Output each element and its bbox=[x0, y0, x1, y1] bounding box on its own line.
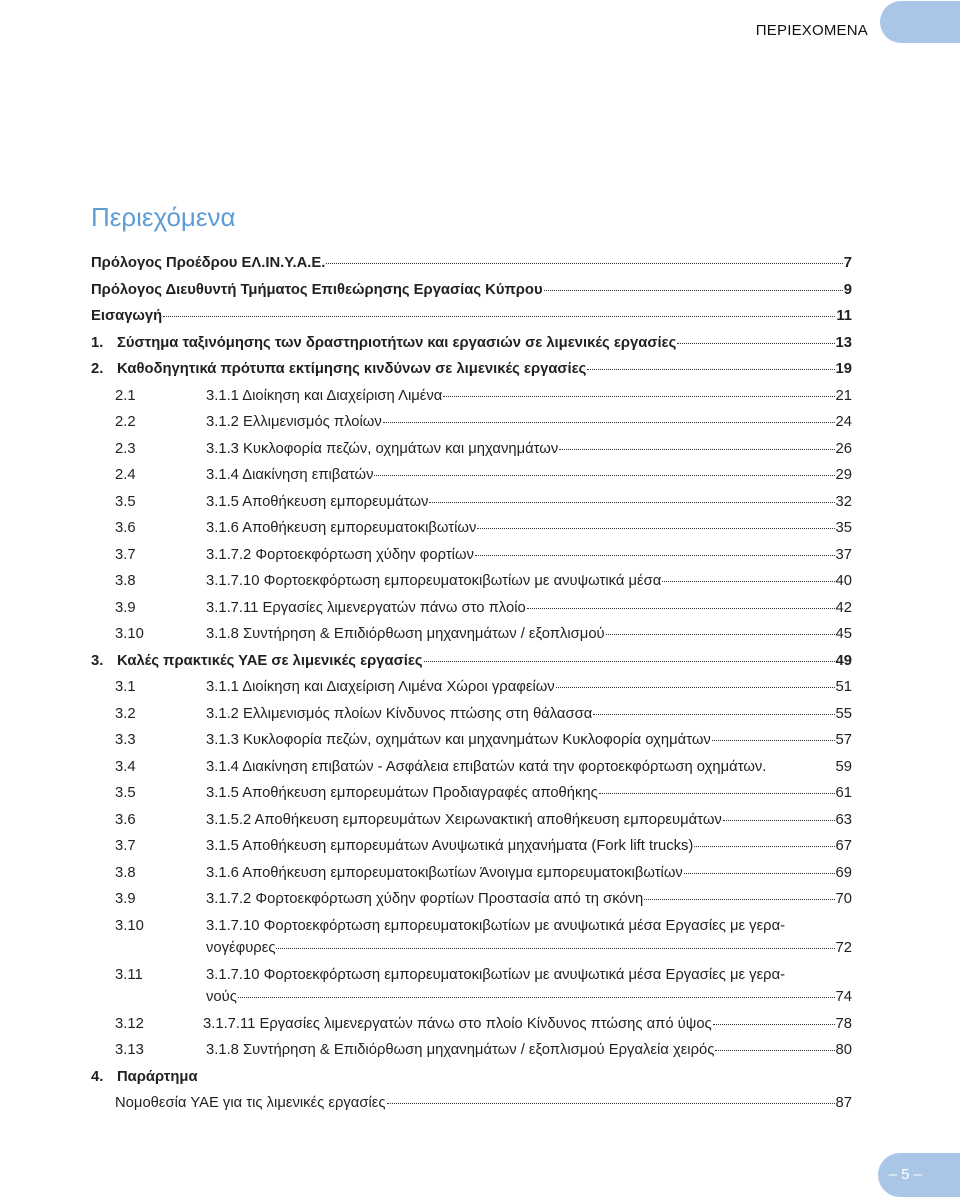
toc-entry-title: 3.1.5 Αποθήκευση εμπορευμάτων Ανυψωτικά μηχανήματα (Fork lift trucks) bbox=[206, 838, 694, 854]
dot-leader bbox=[429, 501, 834, 503]
dot-leader bbox=[644, 898, 834, 900]
toc-entry-page: 63 bbox=[835, 811, 852, 828]
toc-entry-title: 3.1.8 Συντήρηση & Επιδιόρθωση μηχανημάτων / εξοπλισμού bbox=[206, 626, 605, 642]
toc-entry-number: 2.3 bbox=[115, 440, 136, 457]
dot-leader bbox=[475, 554, 835, 556]
dot-leader bbox=[662, 580, 834, 582]
toc-entry-title: 3.1.8 Συντήρηση & Επιδιόρθωση μηχανημάτων / εξοπλισμού Εργαλεία χειρός bbox=[206, 1042, 715, 1058]
dot-leader bbox=[387, 1102, 835, 1104]
toc-entry-page: 40 bbox=[835, 573, 852, 589]
toc-entry-page: 21 bbox=[835, 387, 852, 404]
toc-entry[interactable] bbox=[0, 308, 960, 335]
toc-entry[interactable] bbox=[0, 759, 960, 786]
dot-leader bbox=[383, 421, 835, 423]
toc-entry[interactable] bbox=[0, 547, 960, 574]
toc-entry-title-continued: νούς bbox=[206, 988, 237, 1005]
toc-entry-number: 3.11 bbox=[115, 966, 143, 983]
toc-entry-page: 13 bbox=[835, 334, 852, 351]
toc-entry[interactable] bbox=[0, 1042, 960, 1069]
dot-leader bbox=[443, 395, 834, 397]
toc-entry[interactable] bbox=[0, 414, 960, 441]
section-header: ΠΕΡΙΕΧΟΜΕΝΑ bbox=[755, 22, 868, 39]
toc-entry-page: 35 bbox=[835, 520, 852, 536]
toc-entry-number: 2.4 bbox=[115, 467, 136, 483]
toc-entry[interactable] bbox=[0, 361, 960, 388]
toc-entry[interactable] bbox=[0, 520, 960, 547]
toc-entry-title: Πρόλογος Προέδρου ΕΛ.ΙΝ.Υ.Α.Ε. bbox=[91, 255, 326, 271]
toc-entry-page: 69 bbox=[835, 864, 852, 881]
dot-leader bbox=[163, 315, 835, 317]
dot-leader bbox=[238, 996, 835, 998]
toc-entry-title-continued: νογέφυρες bbox=[206, 939, 276, 956]
toc-entry[interactable] bbox=[0, 732, 960, 759]
toc-entry[interactable] bbox=[0, 1016, 960, 1043]
toc-entry-page: 74 bbox=[835, 988, 852, 1005]
toc-entry-number: 3.2 bbox=[115, 705, 136, 722]
toc-entry-number: 2.1 bbox=[115, 387, 136, 404]
toc-entry-page: 45 bbox=[835, 626, 852, 642]
toc-entry[interactable] bbox=[0, 441, 960, 468]
toc-entry-title: Σύστημα ταξινόμησης των δραστηριοτήτων και εργασιών σε λιμενικές εργασίες bbox=[117, 334, 677, 351]
dot-leader bbox=[587, 368, 834, 370]
table-of-contents bbox=[0, 255, 960, 1122]
toc-entry-page: 29 bbox=[835, 467, 852, 483]
toc-entry-title: Παράρτημα bbox=[117, 1068, 198, 1085]
toc-entry-page: 78 bbox=[835, 1015, 852, 1032]
toc-entry-number: 3.10 bbox=[115, 626, 144, 642]
toc-entry-title: Νομοθεσία ΥΑΕ για τις λιμενικές εργασίες bbox=[115, 1095, 386, 1111]
dot-leader bbox=[694, 845, 834, 847]
dot-leader bbox=[684, 872, 835, 874]
dot-leader bbox=[715, 1049, 834, 1051]
toc-entry-number: 3.6 bbox=[115, 520, 136, 536]
toc-entry-number: 3.7 bbox=[115, 546, 136, 563]
toc-entry-number: 3. bbox=[91, 652, 104, 669]
toc-entry-page: 55 bbox=[835, 705, 852, 722]
toc-entry-title: 3.1.3 Κυκλοφορία πεζών, οχημάτων και μηχανημάτων Κυκλοφορία οχημάτων bbox=[206, 732, 711, 748]
page-title: Περιεχόμενα bbox=[91, 202, 236, 232]
toc-entry-page: 9 bbox=[843, 281, 852, 298]
toc-entry-title: Καθοδηγητικά πρότυπα εκτίμησης κινδύνων σε λιμενικές εργασίες bbox=[117, 361, 587, 377]
toc-entry[interactable] bbox=[0, 1069, 960, 1096]
toc-entry-title: 3.1.5 Αποθήκευση εμπορευμάτων bbox=[206, 493, 429, 510]
toc-entry-page: 11 bbox=[836, 308, 852, 324]
toc-entry-title: 3.1.7.11 Εργασίες λιμενεργατών πάνω στο πλοίο bbox=[206, 599, 526, 616]
toc-entry-number: 3.8 bbox=[115, 573, 136, 589]
toc-entry[interactable] bbox=[0, 626, 960, 653]
toc-entry-title: 3.1.3 Κυκλοφορία πεζών, οχημάτων και μηχανημάτων bbox=[206, 440, 559, 457]
toc-entry-title: 3.1.4 Διακίνηση επιβατών - Ασφάλεια επιβατών κατά την φορτοεκφόρτωση οχημάτων. bbox=[206, 758, 767, 775]
toc-entry-page: 87 bbox=[835, 1095, 852, 1111]
dot-leader bbox=[677, 342, 834, 344]
toc-entry-number: 3.10 bbox=[115, 917, 144, 934]
toc-entry[interactable] bbox=[0, 255, 960, 282]
toc-entry-number: 3.9 bbox=[115, 891, 136, 907]
toc-entry-number: 3.5 bbox=[115, 785, 136, 801]
toc-entry-page: 51 bbox=[835, 679, 852, 695]
toc-entry-page: 26 bbox=[835, 440, 852, 457]
dot-leader bbox=[593, 713, 834, 715]
toc-entry-title: 3.1.2 Ελλιμενισμός πλοίων bbox=[206, 414, 382, 430]
dot-leader bbox=[723, 819, 835, 821]
toc-entry-number: 3.6 bbox=[115, 811, 136, 828]
toc-entry-title: 3.1.7.2 Φορτοεκφόρτωση χύδην φορτίων Προστασία από τη σκόνη bbox=[206, 891, 644, 907]
toc-entry[interactable] bbox=[0, 891, 960, 918]
toc-entry-title: 3.1.6 Αποθήκευση εμπορευματοκιβωτίων bbox=[206, 520, 477, 536]
toc-entry-page: 67 bbox=[835, 838, 852, 854]
toc-entry-number: 1. bbox=[91, 334, 104, 351]
toc-entry-title: 3.1.4 Διακίνηση επιβατών bbox=[206, 467, 374, 483]
toc-entry-number: 3.8 bbox=[115, 864, 136, 881]
toc-entry-number: 2. bbox=[91, 361, 104, 377]
toc-entry-title: 3.1.7.10 Φορτοεκφόρτωση εμπορευματοκιβωτίων με ανυψωτικά μέσα Εργασίες με γερα- bbox=[206, 917, 786, 934]
toc-entry[interactable] bbox=[0, 838, 960, 865]
toc-entry-number: 3.9 bbox=[115, 599, 136, 616]
header-tab bbox=[880, 1, 960, 43]
dot-leader bbox=[712, 739, 835, 741]
toc-entry-page: 61 bbox=[835, 785, 852, 801]
toc-entry[interactable] bbox=[0, 388, 960, 415]
toc-entry[interactable] bbox=[0, 679, 960, 706]
dot-leader bbox=[556, 686, 835, 688]
toc-entry[interactable] bbox=[0, 706, 960, 733]
toc-entry-title: 3.1.6 Αποθήκευση εμπορευματοκιβωτίων Άνοιγμα εμπορευματοκιβωτίων bbox=[206, 864, 683, 881]
toc-entry-number: 3.13 bbox=[115, 1042, 144, 1058]
toc-entry-title: 3.1.5 Αποθήκευση εμπορευμάτων Προδιαγραφές αποθήκης bbox=[206, 785, 598, 801]
dot-leader bbox=[559, 448, 834, 450]
toc-entry-title: Καλές πρακτικές ΥΑΕ σε λιμενικές εργασίες bbox=[117, 652, 423, 669]
dot-leader bbox=[599, 792, 835, 794]
dot-leader bbox=[527, 607, 835, 609]
dot-leader bbox=[606, 633, 835, 635]
dot-leader bbox=[713, 1023, 835, 1025]
toc-entry-number: 3.3 bbox=[115, 732, 136, 748]
toc-entry-page: 59 bbox=[835, 758, 852, 775]
toc-entry-number: 3.12 bbox=[115, 1015, 144, 1032]
toc-entry-number: 3.7 bbox=[115, 838, 136, 854]
toc-entry[interactable] bbox=[0, 812, 960, 839]
dot-leader bbox=[276, 947, 834, 949]
toc-entry-number: 3.5 bbox=[115, 493, 136, 510]
toc-entry[interactable] bbox=[0, 653, 960, 680]
toc-entry[interactable] bbox=[0, 1095, 960, 1122]
toc-entry-page: 19 bbox=[835, 361, 852, 377]
toc-entry-page: 57 bbox=[835, 732, 852, 748]
toc-entry-page: 80 bbox=[835, 1042, 852, 1058]
toc-entry[interactable] bbox=[0, 600, 960, 627]
toc-entry[interactable] bbox=[0, 335, 960, 362]
toc-entry-number: 2.2 bbox=[115, 414, 136, 430]
toc-entry[interactable] bbox=[0, 282, 960, 309]
toc-entry-number: 3.1 bbox=[115, 679, 136, 695]
toc-entry-title: 3.1.7.11 Εργασίες λιμενεργατών πάνω στο πλοίο Κίνδυνος πτώσης από ύψος bbox=[203, 1015, 712, 1032]
toc-entry-page: 7 bbox=[843, 255, 852, 271]
toc-entry-title: 3.1.1 Διοίκηση και Διαχείριση Λιμένα bbox=[206, 387, 443, 404]
toc-entry[interactable] bbox=[0, 865, 960, 892]
dot-leader bbox=[544, 289, 843, 291]
toc-entry-title: Πρόλογος Διευθυντή Τμήματος Επιθεώρησης Εργασίας Κύπρου bbox=[91, 281, 543, 298]
toc-entry-page: 49 bbox=[835, 652, 852, 669]
toc-entry[interactable] bbox=[0, 494, 960, 521]
toc-entry[interactable] bbox=[0, 918, 960, 967]
toc-entry[interactable] bbox=[0, 573, 960, 600]
toc-entry[interactable] bbox=[0, 785, 960, 812]
toc-entry-title: 3.1.7.10 Φορτοεκφόρτωση εμπορευματοκιβωτίων με ανυψωτικά μέσα bbox=[206, 573, 662, 589]
toc-entry-title: 3.1.7.2 Φορτοεκφόρτωση χύδην φορτίων bbox=[206, 546, 474, 563]
toc-entry[interactable] bbox=[0, 967, 960, 1016]
toc-entry-title: 3.1.1 Διοίκηση και Διαχείριση Λιμένα Χώροι γραφείων bbox=[206, 679, 555, 695]
toc-entry-title: 3.1.5.2 Αποθήκευση εμπορευμάτων Χειρωνακτική αποθήκευση εμπορευμάτων bbox=[206, 811, 722, 828]
toc-entry-page: 72 bbox=[835, 939, 852, 956]
toc-entry-number: 3.4 bbox=[115, 758, 136, 775]
toc-entry-title: 3.1.2 Ελλιμενισμός πλοίων Κίνδυνος πτώσης στη θάλασσα bbox=[206, 705, 593, 722]
dot-leader bbox=[424, 660, 835, 662]
toc-entry-number: 4. bbox=[91, 1068, 104, 1085]
dot-leader bbox=[326, 262, 842, 264]
toc-entry-title: 3.1.7.10 Φορτοεκφόρτωση εμπορευματοκιβωτίων με ανυψωτικά μέσα Εργασίες με γερα- bbox=[206, 966, 786, 983]
toc-entry-page: 42 bbox=[835, 599, 852, 616]
dot-leader bbox=[374, 474, 834, 476]
toc-entry[interactable] bbox=[0, 467, 960, 494]
dot-leader bbox=[477, 527, 834, 529]
toc-entry-title: Εισαγωγή bbox=[91, 308, 163, 324]
toc-entry-page: 37 bbox=[835, 546, 852, 563]
toc-entry-page: 32 bbox=[835, 493, 852, 510]
toc-entry-page: 24 bbox=[835, 414, 852, 430]
page-number: – 5 – bbox=[888, 1166, 922, 1183]
toc-entry-page: 70 bbox=[835, 891, 852, 907]
